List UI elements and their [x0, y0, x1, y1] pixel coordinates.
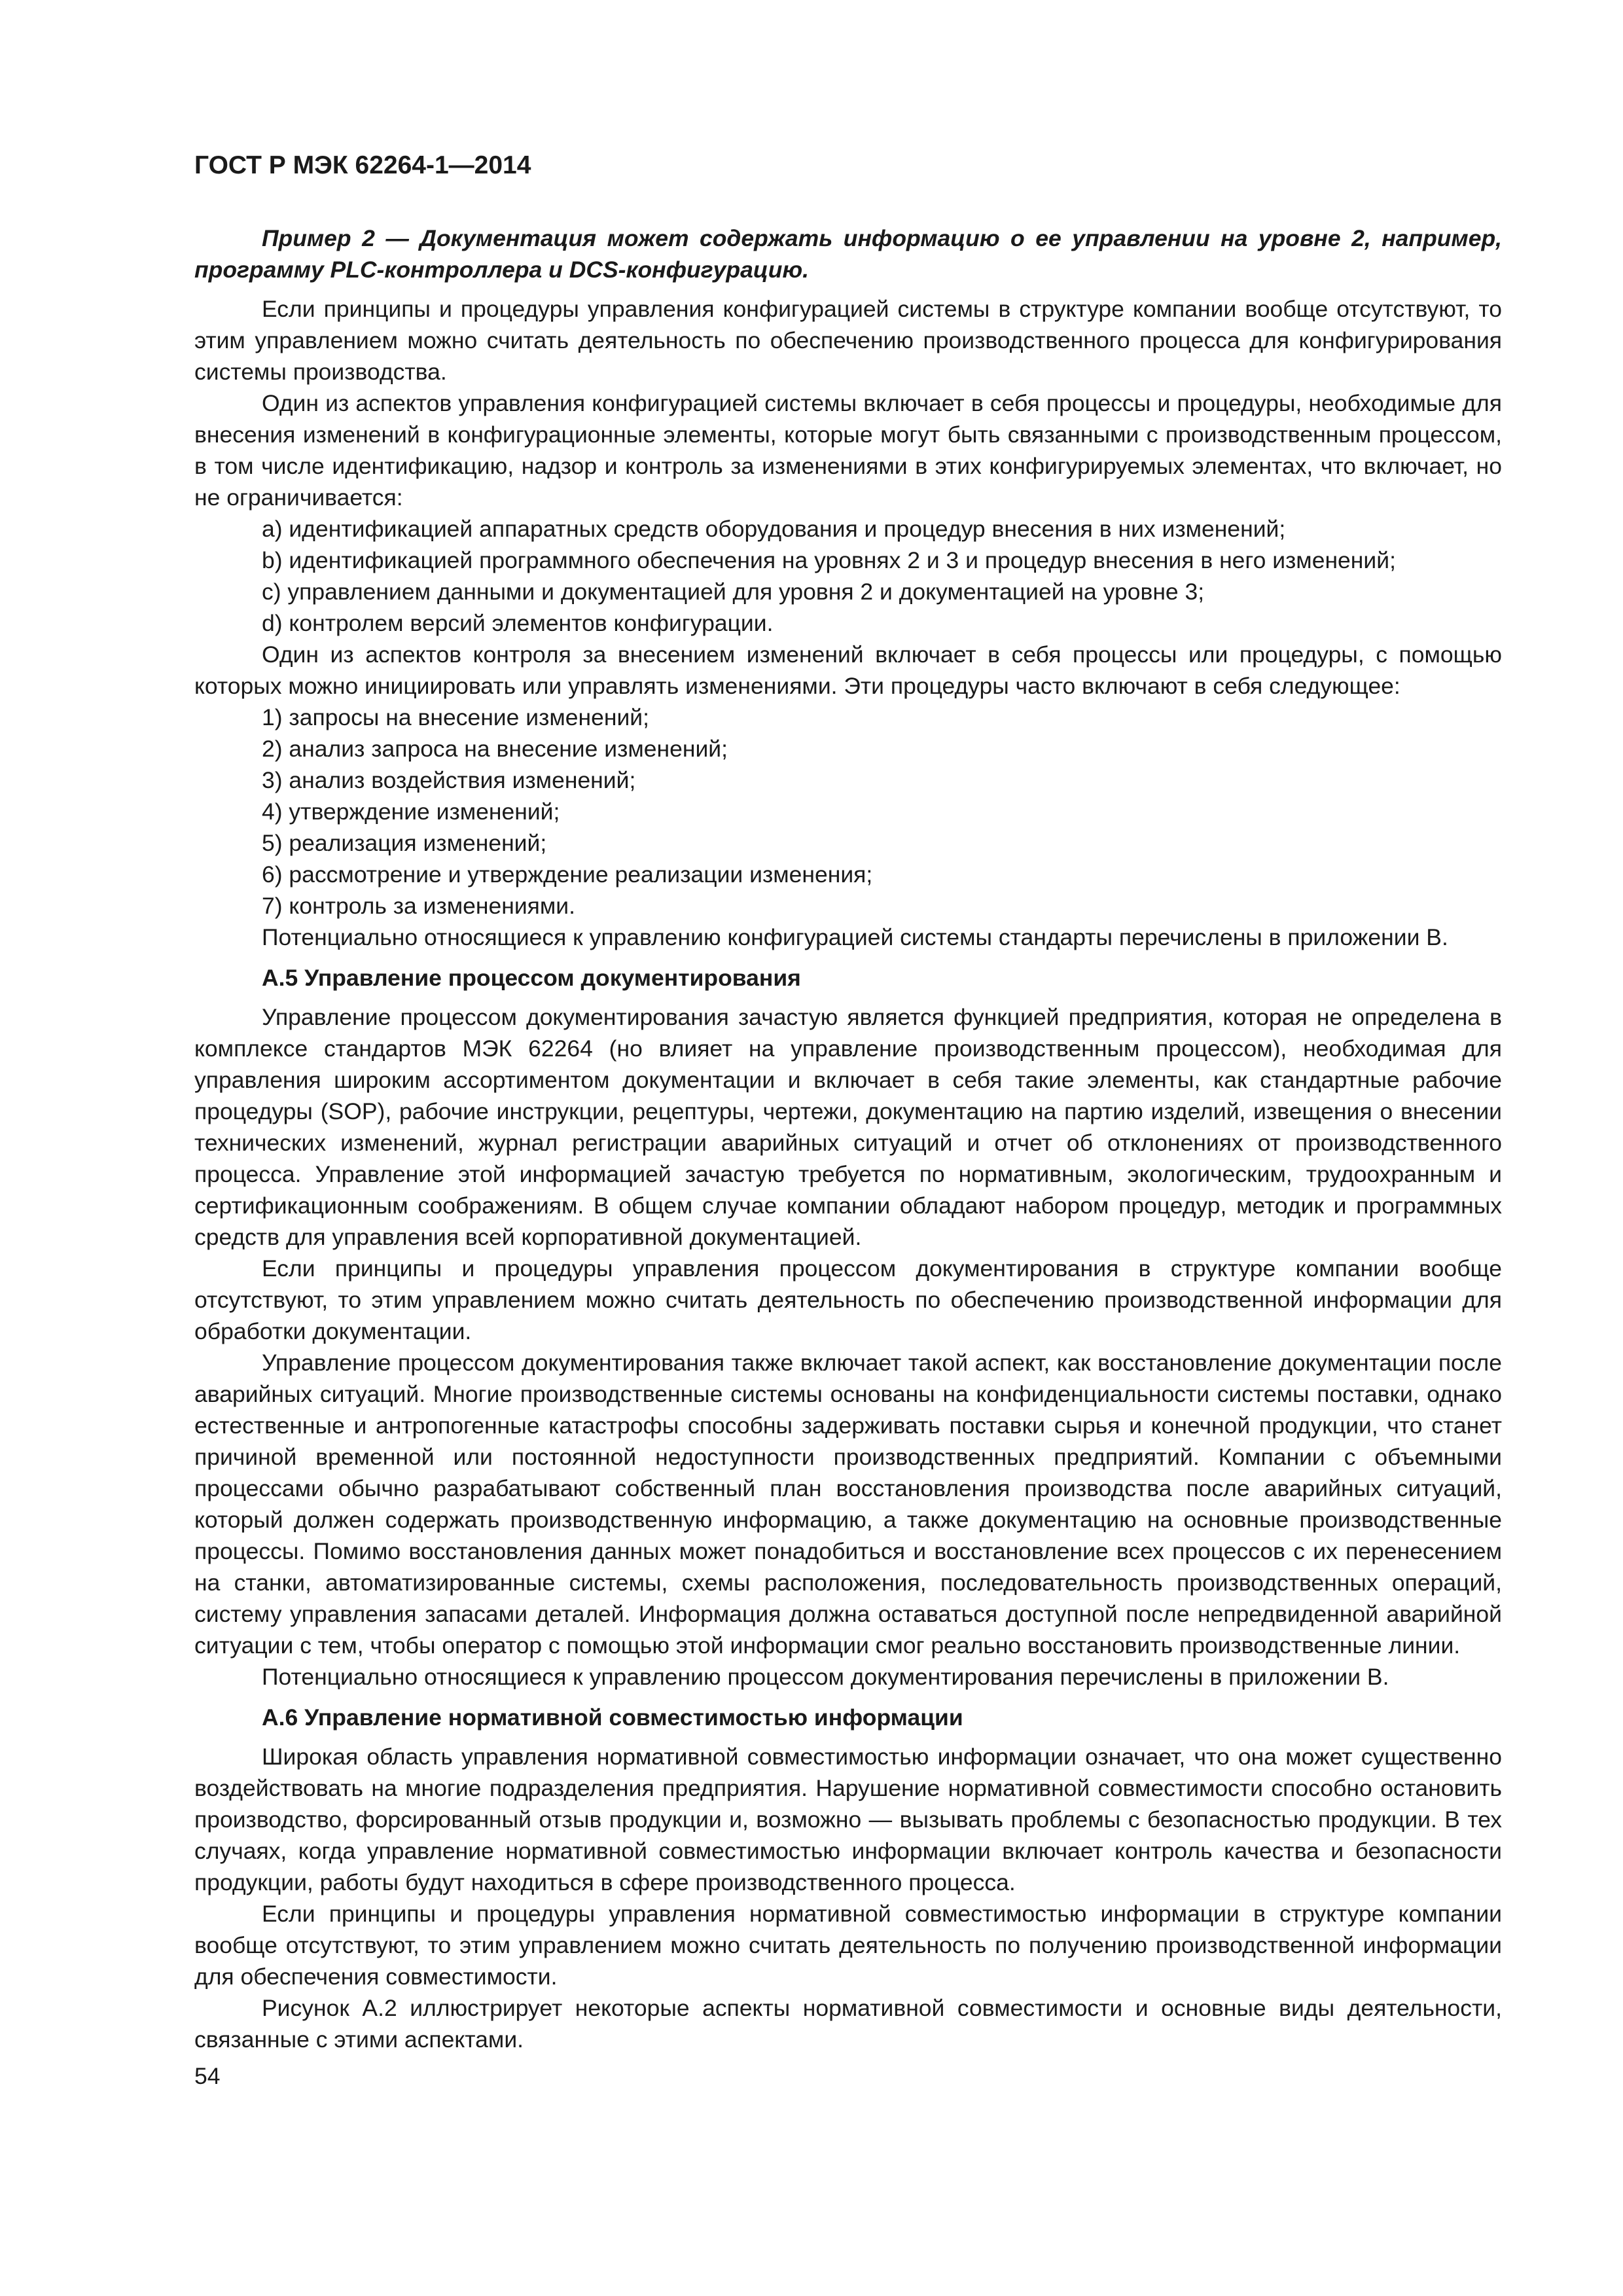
list-item: a) идентификацией аппаратных средств оборудования и процедур внесения в них изменений;: [262, 516, 1286, 542]
list-item: b) идентификацией программного обеспечения на уровнях 2 и 3 и процедур внесения в него изменений;: [262, 547, 1396, 573]
page-number: 54: [194, 2063, 221, 2089]
paragraph: Если принципы и процедуры управления конфигурацией системы в структуре компании вообще отсутствуют, то этим управлением можно считать деятельность по обеспечению производственного процесса для конфигурирования системы производства.: [194, 296, 1502, 385]
example-note: Пример 2 — Документация может содержать информацию о ее управлении на уровне 2, например, программу PLC-контроллера и DCS-конфигурацию.: [194, 225, 1502, 283]
paragraph: Широкая область управления нормативной совместимостью информации означает, что она может существенно воздействовать на многие подразделения предприятия. Нарушение нормативной совместимости способно остановить производство, форсированный отзыв продукции и, возможно — вызывать проблемы с безопасностью продукции. В тех случаях, когда управление нормативной совместимостью информации включает контроль качества и безопасности продукции, работы будут находиться в сфере производственного процесса.: [194, 1744, 1502, 1895]
paragraph: Если принципы и процедуры управления процессом документирования в структуре компании вообще отсутствуют, то этим управлением можно считать деятельность по обеспечению производственной информации для обработки документации.: [194, 1255, 1502, 1344]
document-header: ГОСТ Р МЭК 62264-1—2014: [194, 151, 531, 179]
list-item: c) управлением данными и документацией для уровня 2 и документацией на уровне 3;: [262, 579, 1205, 605]
section-heading-a6: А.6 Управление нормативной совместимостью информации: [262, 1704, 963, 1731]
paragraph: Потенциально относящиеся к управлению конфигурацией системы стандарты перечислены в приложении В.: [262, 924, 1448, 950]
list-item: 6) рассмотрение и утверждение реализации изменения;: [262, 861, 873, 888]
letter-list: [194, 513, 1502, 639]
paragraph: Управление процессом документирования также включает такой аспект, как восстановление документации после аварийных ситуаций. Многие производственные системы основаны на конфиденциальности системы поставки, однако естественные и антропогенные катастрофы способны задерживать поставки сырья и конечной продукции, что станет причиной временной или постоянной недоступности производственных предприятий. Компании с объемными процессами обычно разрабатывают собственный план восстановления производства после аварийных ситуаций, который должен содержать производственную информацию, а также документацию на основные производственные процессы. Помимо восстановления данных может понадобиться и восстановление всех процессов с их перенесением на станки, автоматизированные системы, схемы расположения, последовательность производственных операций, систему управления запасами деталей. Информация должна оставаться доступной после непредвиденной аварийной ситуации с тем, чтобы оператор с помощью этой информации смог реально восстановить производственные линии.: [194, 1350, 1502, 1659]
numbered-list: [194, 702, 1502, 922]
list-item: 3) анализ воздействия изменений;: [262, 767, 636, 793]
paragraph: Потенциально относящиеся к управлению процессом документирования перечислены в приложении В.: [262, 1664, 1389, 1690]
list-item: d) контролем версий элементов конфигурации.: [262, 610, 774, 636]
list-item: 1) запросы на внесение изменений;: [262, 704, 649, 730]
paragraph: Если принципы и процедуры управления нормативной совместимостью информации в структуре компании вообще отсутствуют, то этим управлением можно считать деятельность по получению производственной информации для обеспечения совместимости.: [194, 1901, 1502, 1990]
paragraph: Управление процессом документирования зачастую является функцией предприятия, которая не определена в комплексе стандартов МЭК 62264 (но влияет на управление производственным процессом), необходимая для управления широким ассортиментом документации и включает в себя такие элементы, как стандартные рабочие процедуры (SOP), рабочие инструкции, рецептуры, чертежи, документацию на партию изделий, извещения о внесении технических изменений, журнал регистрации аварийных ситуаций и отчет об отклонениях от производственного процесса. Управление этой информацией зачастую требуется по нормативным, экологическим, трудоохранным и сертификационным соображениям. В общем случае компании обладают набором процедур, методик и программных средств для управления всей корпоративной документацией.: [194, 1004, 1502, 1250]
paragraph: Один из аспектов управления конфигурацией системы включает в себя процессы и процедуры, необходимые для внесения изменений в конфигурационные элементы, которые могут быть связанными с производственным процессом, в том числе идентификацию, надзор и контроль за изменениями в этих конфигурируемых элементах, что включает, но не ограничивается:: [194, 390, 1502, 511]
paragraph: Рисунок А.2 иллюстрирует некоторые аспекты нормативной совместимости и основные виды деятельности, связанные с этими аспектами.: [194, 1995, 1502, 2053]
list-item: 2) анализ запроса на внесение изменений;: [262, 736, 728, 762]
list-item: 5) реализация изменений;: [262, 830, 547, 856]
document-page: [194, 149, 1502, 2092]
list-item: 4) утверждение изменений;: [262, 798, 560, 825]
section-heading-a5: А.5 Управление процессом документирования: [262, 965, 801, 991]
list-item: 7) контроль за изменениями.: [262, 893, 575, 919]
paragraph: Один из аспектов контроля за внесением изменений включает в себя процессы или процедуры, с помощью которых можно инициировать или управлять изменениями. Эти процедуры часто включают в себя следующее:: [194, 641, 1502, 699]
